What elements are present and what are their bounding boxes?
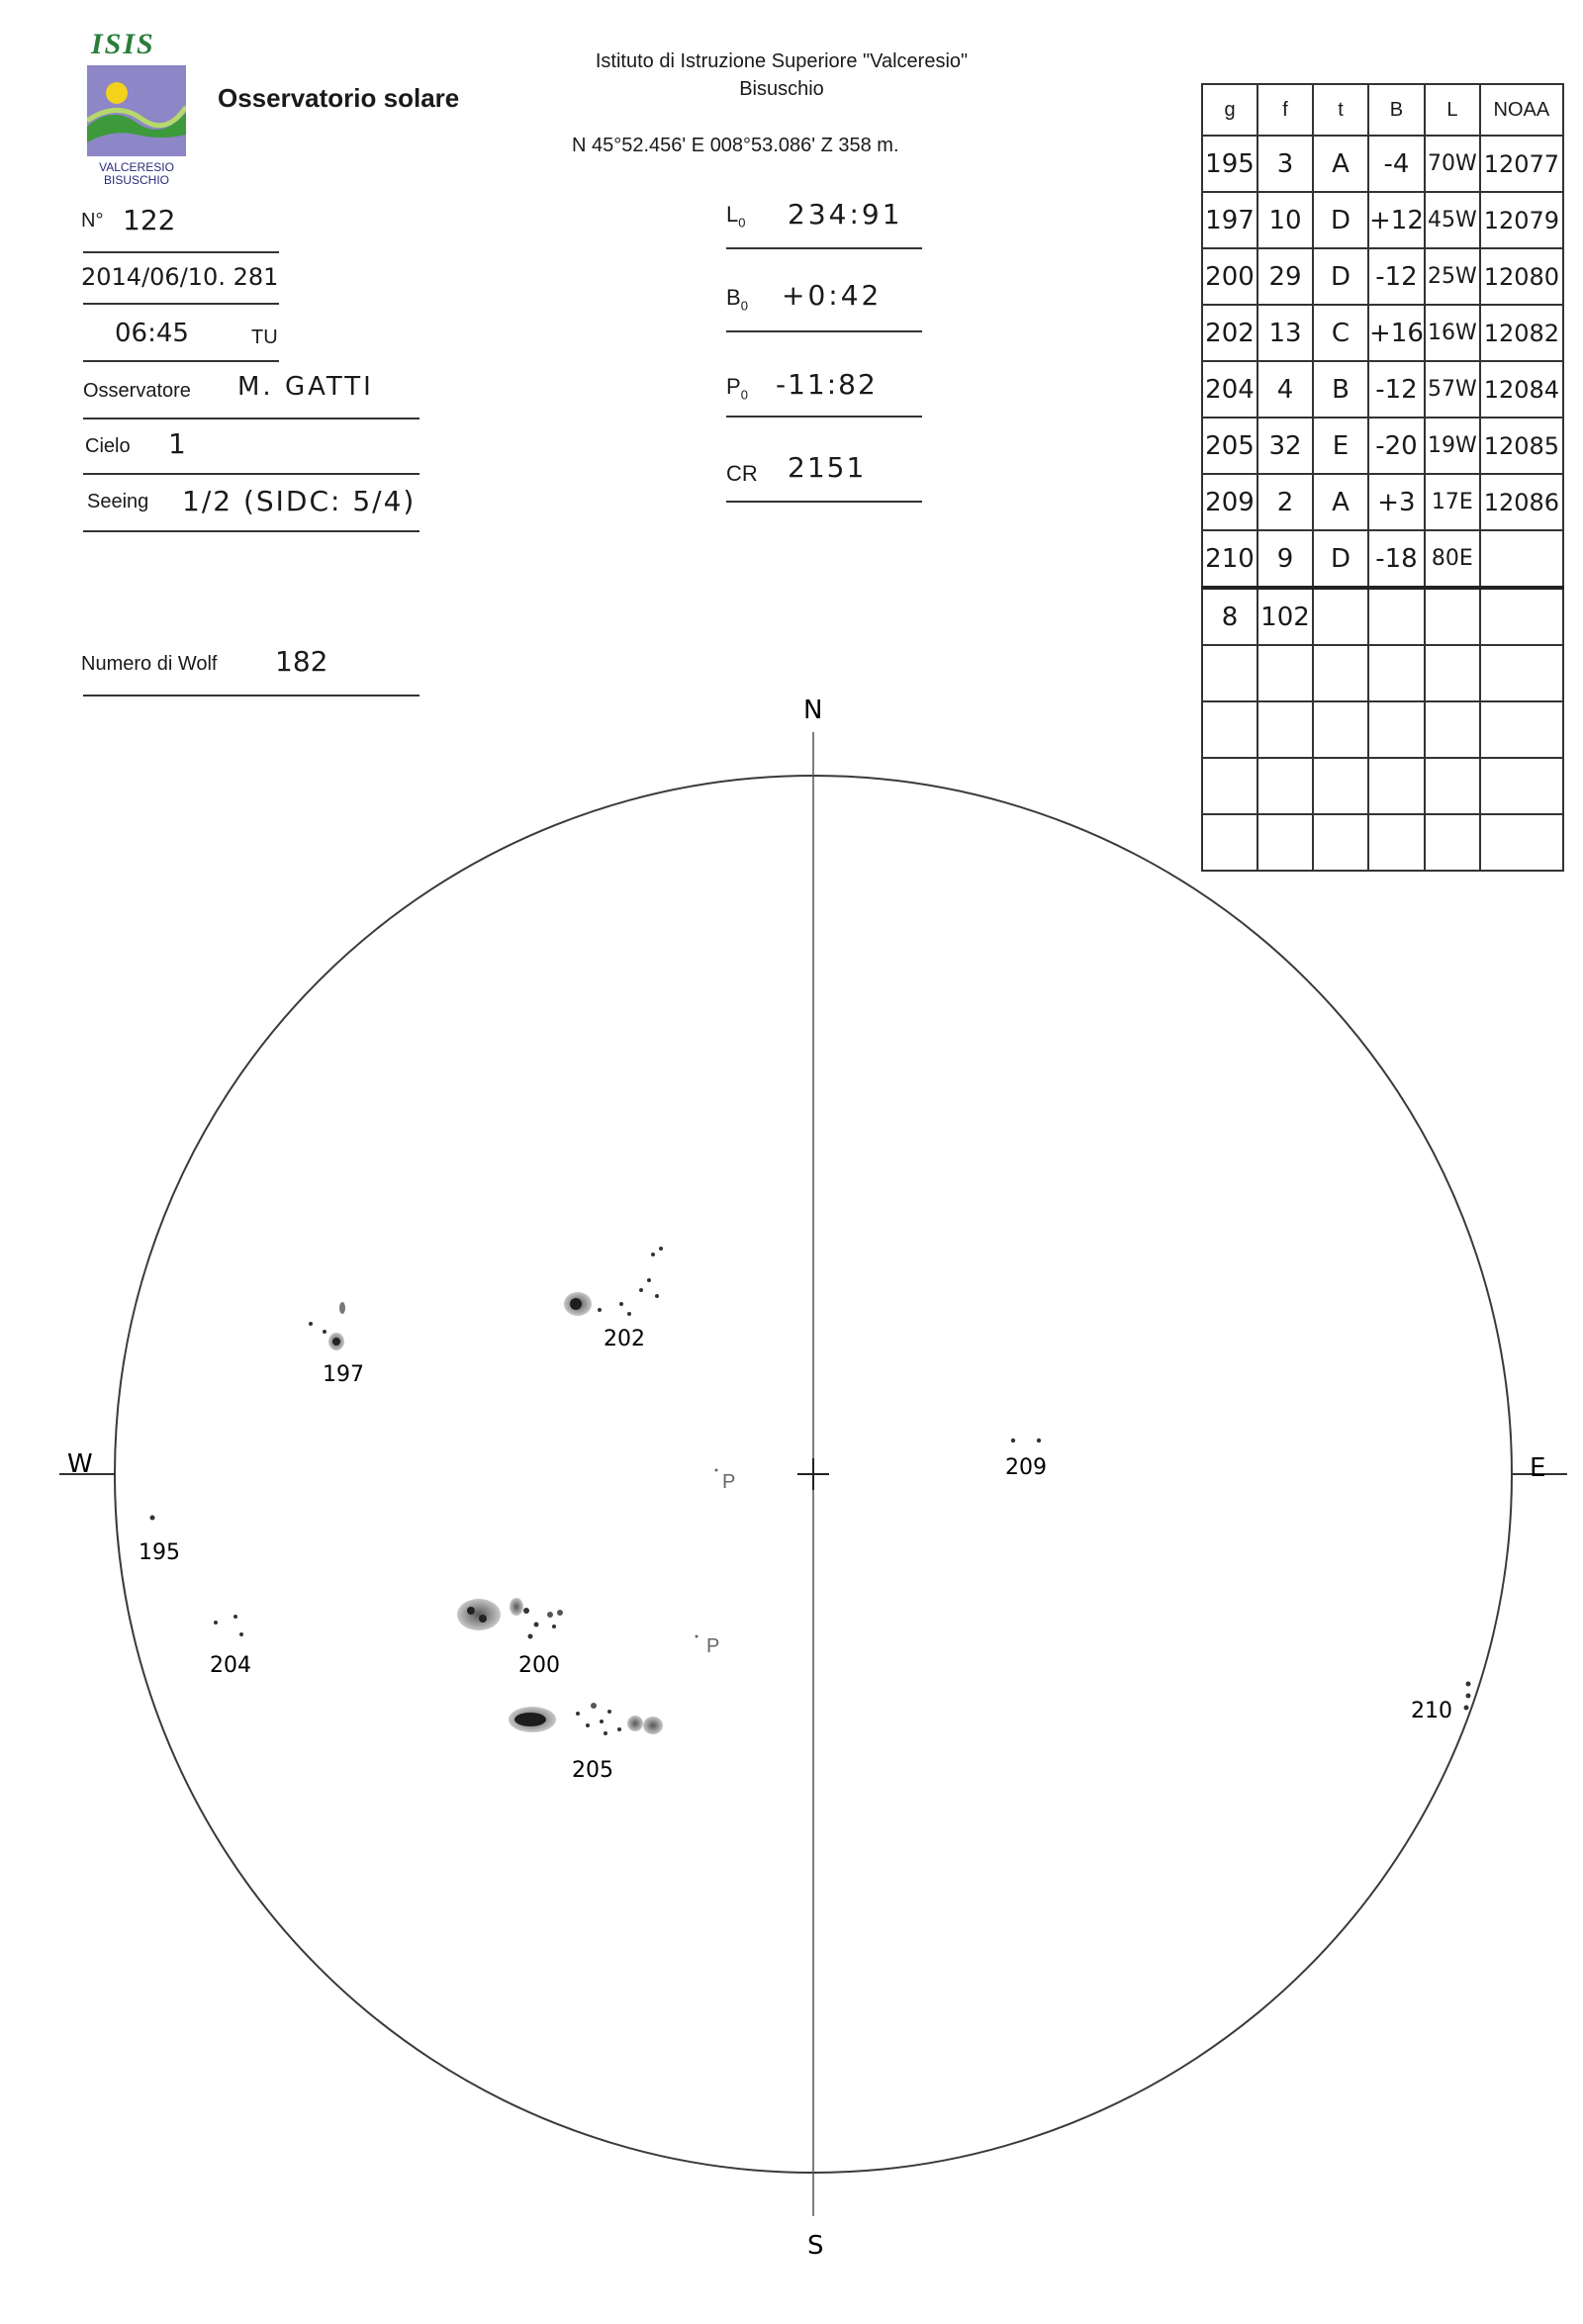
total-spots: 102 <box>1257 588 1313 645</box>
sky-label: Cielo <box>85 435 131 457</box>
header-group: g <box>1202 84 1257 136</box>
cell-type: D <box>1313 192 1368 248</box>
group-label-205: 205 <box>572 1758 613 1783</box>
cell-longitude: 16W <box>1425 305 1480 361</box>
seeing-value: 1/2 (SIDC: 5/4) <box>182 485 417 517</box>
cell-noaa: 12085 <box>1480 418 1563 474</box>
number-label: N° <box>81 210 104 232</box>
cell-type: C <box>1313 305 1368 361</box>
cell-type: B <box>1313 361 1368 418</box>
cell-latitude: -4 <box>1368 136 1425 192</box>
group-label-195: 195 <box>139 1540 180 1565</box>
cell-noaa: 12082 <box>1480 305 1563 361</box>
cell-spots: 29 <box>1257 248 1313 305</box>
cell-longitude: 25W <box>1425 248 1480 305</box>
south-label: S <box>807 2231 824 2261</box>
time-unit: TU <box>251 326 278 348</box>
cell-type: A <box>1313 136 1368 192</box>
cell-spots: 32 <box>1257 418 1313 474</box>
faculae-mark: P <box>722 1471 736 1493</box>
cell-spots: 13 <box>1257 305 1313 361</box>
sky-value: 1 <box>168 427 186 460</box>
cell-type: D <box>1313 530 1368 588</box>
wolf-value: 182 <box>275 645 328 678</box>
cell-group: 210 <box>1202 530 1257 588</box>
institute-line-1: Istituto di Istruzione Superiore "Valceresio" <box>595 50 969 72</box>
b0-value: +0:42 <box>782 279 883 312</box>
cell-group: 205 <box>1202 418 1257 474</box>
cell-group: 195 <box>1202 136 1257 192</box>
logo-caption-bottom: BISUSCHIO <box>103 173 169 187</box>
cell-group: 197 <box>1202 192 1257 248</box>
cell-longitude: 19W <box>1425 418 1480 474</box>
date-value: 2014/06/10. 281 <box>81 263 279 291</box>
west-label: W <box>67 1449 93 1479</box>
cell-longitude: 80E <box>1425 530 1480 588</box>
cell-latitude: -20 <box>1368 418 1425 474</box>
cell-latitude: -18 <box>1368 530 1425 588</box>
observer-label: Osservatore <box>83 380 191 402</box>
group-label-209: 209 <box>1005 1455 1047 1480</box>
east-label: E <box>1530 1453 1546 1483</box>
institute-line-2: Bisuschio <box>739 78 824 100</box>
sunspot-group-210 <box>1464 1682 1471 1711</box>
logo-wordmark: ISIS <box>91 28 155 60</box>
cell-group: 209 <box>1202 474 1257 530</box>
cell-spots: 4 <box>1257 361 1313 418</box>
group-label-200: 200 <box>518 1653 560 1678</box>
cell-group: 202 <box>1202 305 1257 361</box>
observatory-coordinates: N 45°52.456' E 008°53.086' Z 358 m. <box>572 135 899 156</box>
cell-latitude: +3 <box>1368 474 1425 530</box>
cell-noaa: 12077 <box>1480 136 1563 192</box>
cell-noaa: 12079 <box>1480 192 1563 248</box>
faculae-dot <box>696 1635 698 1638</box>
north-label: N <box>803 696 823 725</box>
b0-label: $B_0$ <box>726 285 748 314</box>
cell-latitude: +16 <box>1368 305 1425 361</box>
p0-value: -11:82 <box>776 368 878 401</box>
cell-latitude: -12 <box>1368 361 1425 418</box>
header-latitude: B <box>1368 84 1425 136</box>
cell-type: E <box>1313 418 1368 474</box>
number-value: 122 <box>123 204 176 236</box>
sunspot-group-202 <box>564 1247 663 1316</box>
sunspot-group-197 <box>309 1302 345 1350</box>
cell-longitude: 70W <box>1425 136 1480 192</box>
header-noaa: NOAA <box>1480 84 1563 136</box>
faculae-mark: P <box>706 1635 720 1657</box>
cell-spots: 3 <box>1257 136 1313 192</box>
sunspot-group-209 <box>1011 1439 1041 1442</box>
cell-spots: 2 <box>1257 474 1313 530</box>
header-type: t <box>1313 84 1368 136</box>
cell-latitude: -12 <box>1368 248 1425 305</box>
sunspot-group-200 <box>457 1598 563 1639</box>
group-label-204: 204 <box>210 1653 251 1678</box>
header-longitude: L <box>1425 84 1480 136</box>
cell-type: D <box>1313 248 1368 305</box>
group-label-210: 210 <box>1411 1699 1452 1723</box>
l0-value: 234:91 <box>788 198 903 231</box>
cell-longitude: 45W <box>1425 192 1480 248</box>
observer-value: M. GATTI <box>237 372 374 402</box>
header-spots: f <box>1257 84 1313 136</box>
l0-label: $L_0$ <box>726 202 746 231</box>
group-label-202: 202 <box>604 1327 645 1351</box>
cell-noaa: 12080 <box>1480 248 1563 305</box>
logo-caption-top: VALCERESIO <box>99 160 174 174</box>
wolf-label: Numero di Wolf <box>81 653 218 675</box>
cell-group: 204 <box>1202 361 1257 418</box>
cell-spots: 9 <box>1257 530 1313 588</box>
group-label-197: 197 <box>323 1362 364 1387</box>
sunspot-group-204 <box>214 1615 243 1636</box>
time-value: 06:45 <box>115 319 189 348</box>
cell-noaa: 12084 <box>1480 361 1563 418</box>
cr-value: 2151 <box>788 451 867 484</box>
cell-latitude: +12 <box>1368 192 1425 248</box>
faculae-dot <box>715 1469 718 1472</box>
observatory-title: Osservatorio solare <box>218 83 460 113</box>
cell-spots: 10 <box>1257 192 1313 248</box>
total-groups: 8 <box>1202 588 1257 645</box>
seeing-label: Seeing <box>87 491 149 512</box>
cr-label: CR <box>726 461 758 486</box>
cell-group: 200 <box>1202 248 1257 305</box>
p0-label: $P_0$ <box>726 374 748 403</box>
cell-type: A <box>1313 474 1368 530</box>
cell-longitude: 17E <box>1425 474 1480 530</box>
sunspot-group-205 <box>509 1703 663 1735</box>
cell-longitude: 57W <box>1425 361 1480 418</box>
sunspot-group-195 <box>150 1516 155 1521</box>
cell-noaa: 12086 <box>1480 474 1563 530</box>
